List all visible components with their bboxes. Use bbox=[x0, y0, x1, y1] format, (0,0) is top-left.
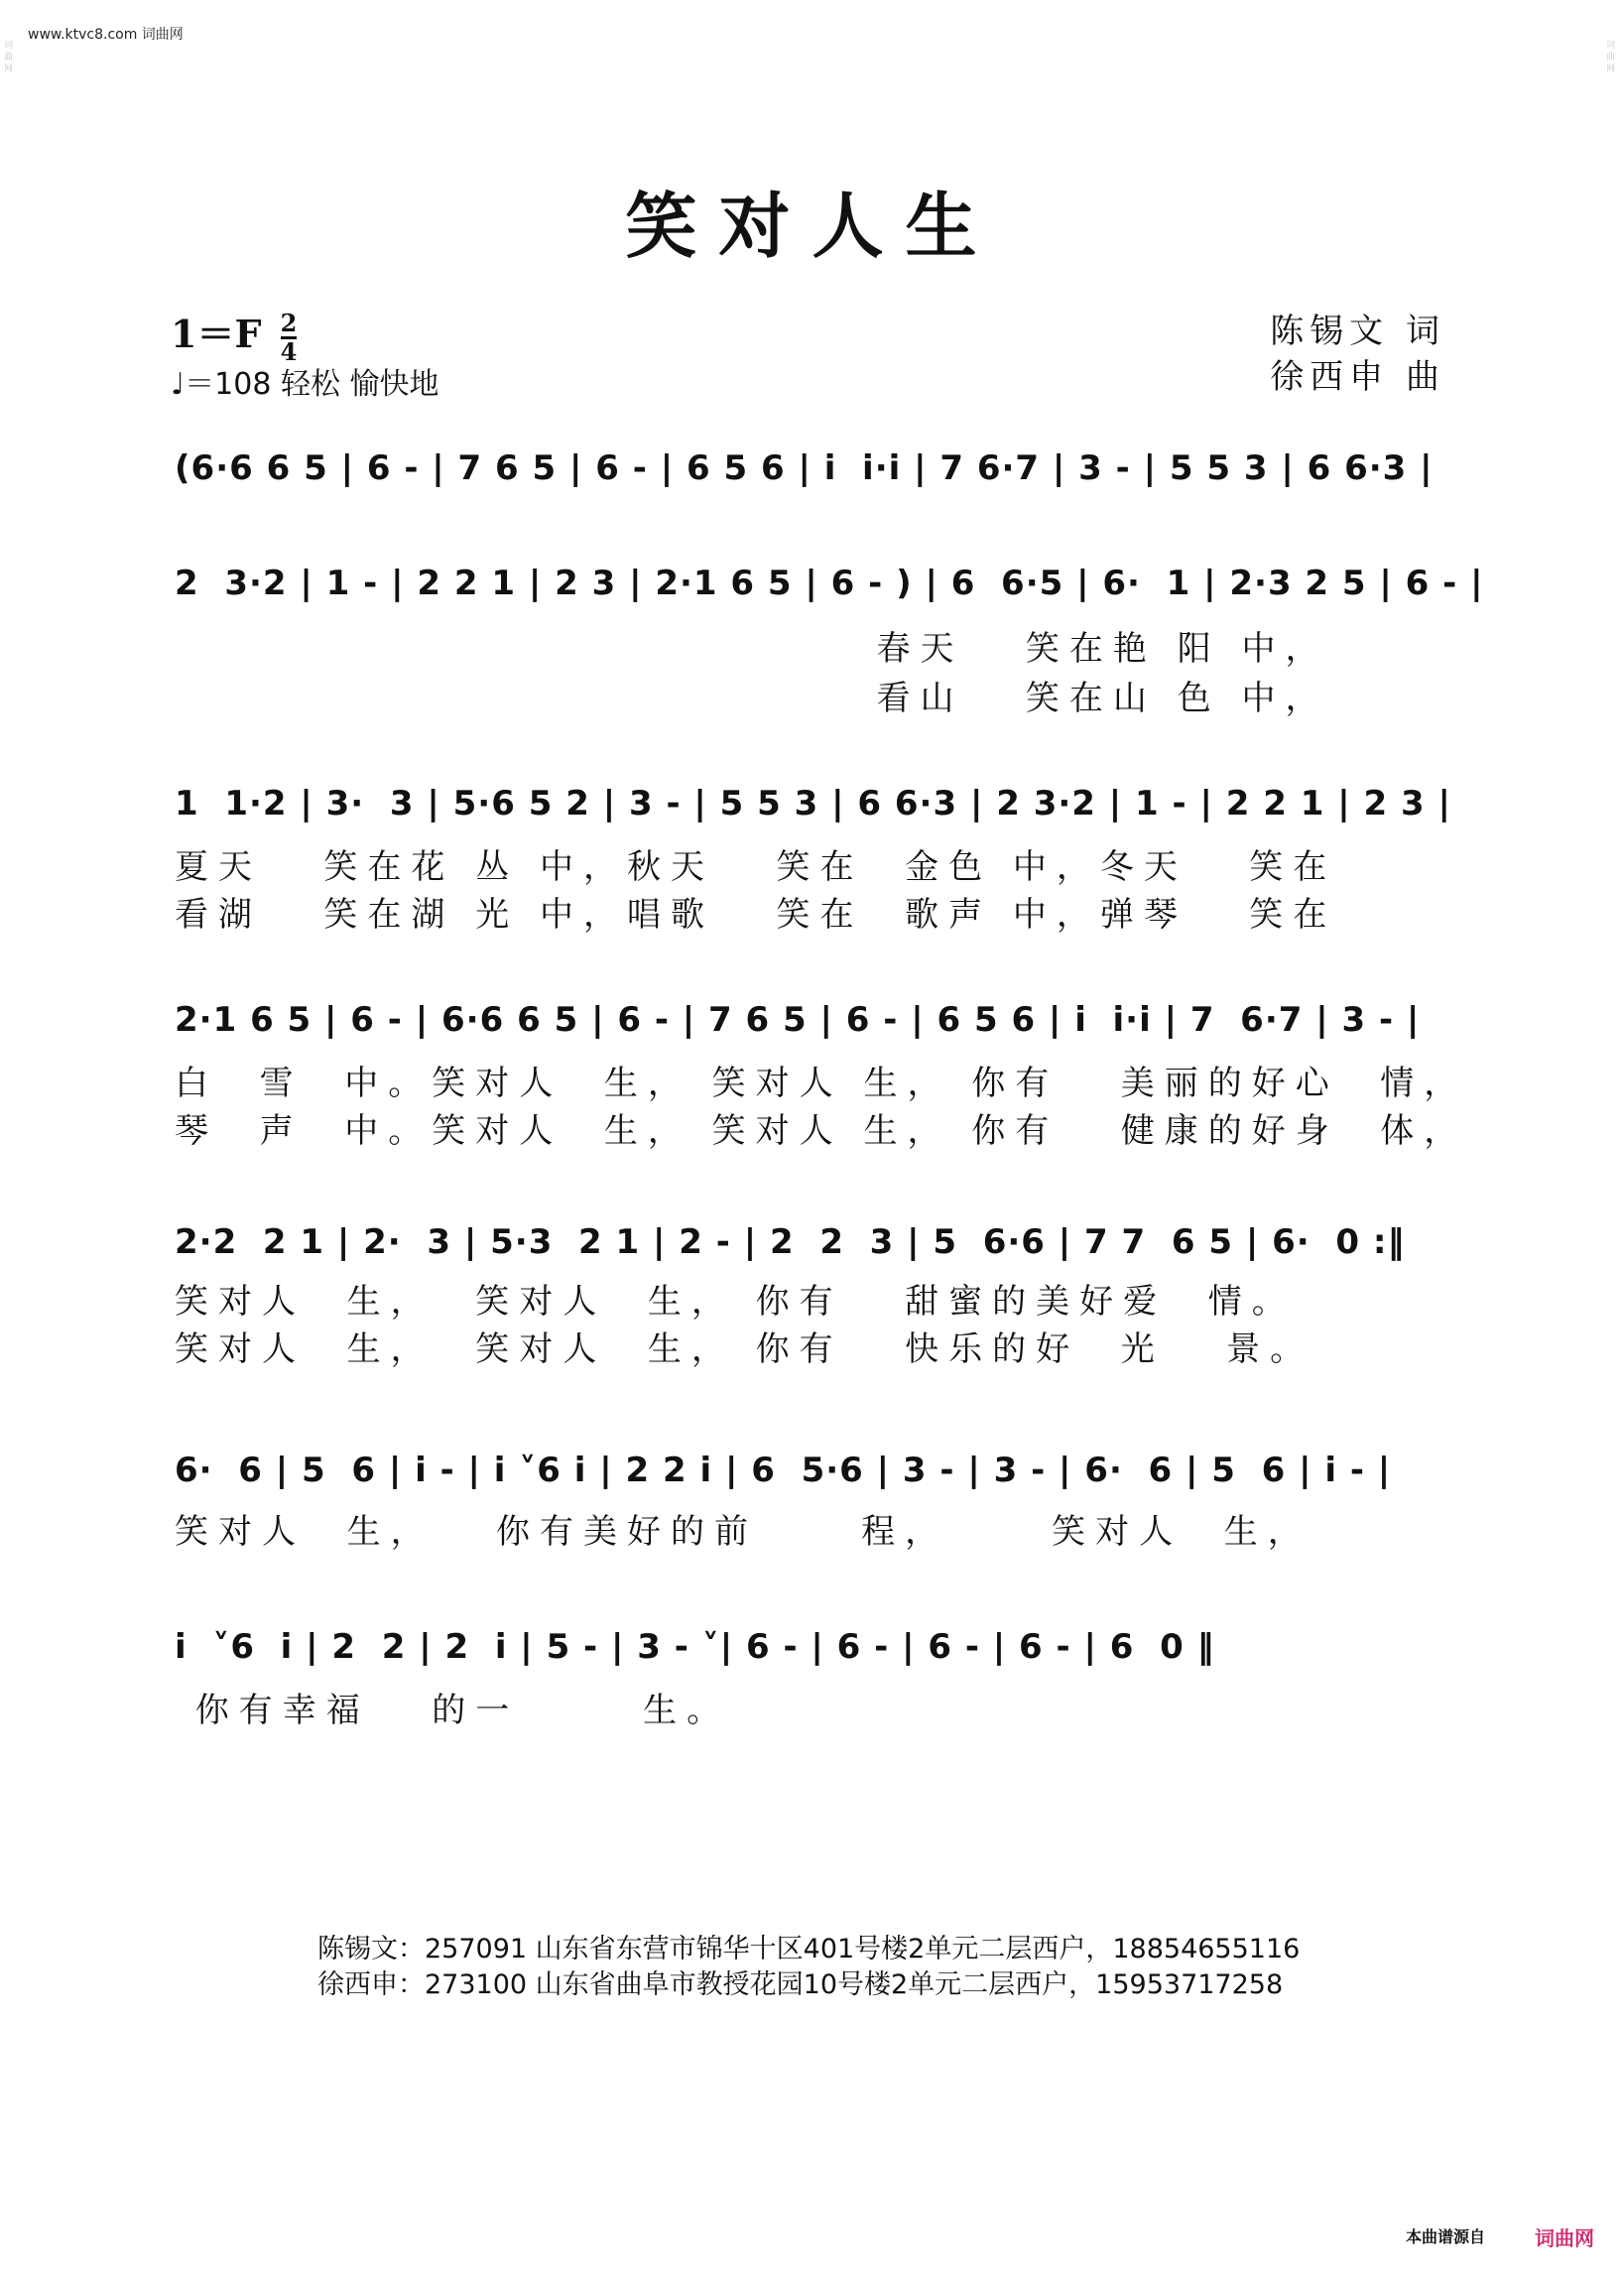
lyric-line-verse-1: 你有幸福 的一 生。 bbox=[175, 1691, 731, 1730]
lyric-line-verse-2: 看山 笑在山 色 中， bbox=[175, 679, 1329, 718]
watermark-text: 词 曲 网 bbox=[1606, 41, 1616, 74]
lyricist-credit: 陈锡文 词 bbox=[1270, 312, 1445, 351]
lyric-line-verse-2: 琴 声 中。笑对人 生， 笑对人 生， 你有 健康的好身 体， bbox=[175, 1111, 1468, 1151]
notation-line: 2 3·2 | 1 - | 2 2 1 | 2 3 | 2·1 6 5 | 6 - ) | 6 6·5 | 6· 1 | 2·3 2 5 | 6 - | bbox=[175, 564, 1484, 603]
lyric-line-verse-2: 笑对人 生， 笑对人 生， 你有 快乐的好 光 景。 bbox=[175, 1329, 1314, 1369]
notation-line: i ˅6 i | 2 2 | 2 i | 5 - | 3 - ˅| 6 - | 6 - | 6 - | 6 - | 6 0 ‖ bbox=[175, 1627, 1215, 1667]
time-signature bbox=[280, 309, 298, 366]
lyric-line-verse-2: 看湖 笑在湖 光 中，唱歌 笑在 歌声 中，弹琴 笑在 bbox=[175, 895, 1337, 935]
watermark-text: 词 曲 网 bbox=[4, 41, 14, 74]
notation-line: (6·6 6 5 | 6 - | 7 6 5 | 6 - | 6 5 6 | i i·i | 7 6·7 | 3 - | 5 5 3 | 6 6·3 | bbox=[175, 448, 1434, 488]
lyric-line-verse-1: 春天 笑在艳 阳 中， bbox=[175, 629, 1329, 669]
time-signature-top: 2 bbox=[280, 309, 298, 337]
composer-credit: 徐西申 曲 bbox=[1270, 357, 1445, 397]
lyric-line-verse-1: 白 雪 中。笑对人 生， 笑对人 生， 你有 美丽的好心 情， bbox=[175, 1064, 1468, 1103]
footer-brand-logo[interactable]: 词曲网 bbox=[1535, 2226, 1594, 2250]
time-signature-bottom: 4 bbox=[280, 337, 298, 366]
lyric-line-verse-1: 笑对人 生， 笑对人 生， 你有 甜蜜的美好爱 情。 bbox=[175, 1282, 1296, 1322]
key-signature bbox=[171, 304, 297, 364]
song-title: 笑对人生 bbox=[625, 184, 999, 268]
footer-source-text: 本曲谱源自 bbox=[1405, 2227, 1485, 2246]
site-header: www.ktvc8.com 词曲网 bbox=[28, 27, 184, 43]
address-lyricist: 陈锡文：257091 山东省东营市锦华十区401号楼2单元二层西户，18854655116 bbox=[317, 1934, 1301, 1964]
notation-line: 2·2 2 1 | 2· 3 | 5·3 2 1 | 2 - | 2 2 3 | 5 6·6 | 7 7 6 5 | 6· 0 :‖ bbox=[175, 1222, 1406, 1262]
tempo-marking: ♩＝108 轻松 愉快地 bbox=[171, 367, 439, 402]
watermark-strip-right bbox=[1606, 40, 1620, 2222]
lyric-line-verse-1: 笑对人 生， 你有美好的前 程， 笑对人 生， bbox=[175, 1512, 1312, 1552]
key-text: 1＝F bbox=[171, 312, 262, 356]
watermark-strip-left bbox=[4, 40, 18, 2222]
address-composer: 徐西申：273100 山东省曲阜市教授花园10号楼2单元二层西户，15953717258 bbox=[317, 1969, 1284, 2000]
notation-line: 6· 6 | 5 6 | i - | i ˅6 i | 2 2 i | 6 5·6 | 3 - | 3 - | 6· 6 | 5 6 | i - | bbox=[175, 1451, 1392, 1490]
notation-line: 2·1 6 5 | 6 - | 6·6 6 5 | 6 - | 7 6 5 | 6 - | 6 5 6 | i i·i | 7 6·7 | 3 - | bbox=[175, 1000, 1421, 1040]
lyric-line-verse-1: 夏天 笑在花 丛 中，秋天 笑在 金色 中，冬天 笑在 bbox=[175, 847, 1337, 887]
notation-line: 1 1·2 | 3· 3 | 5·6 5 2 | 3 - | 5 5 3 | 6 6·3 | 2 3·2 | 1 - | 2 2 1 | 2 3 | bbox=[175, 784, 1451, 823]
